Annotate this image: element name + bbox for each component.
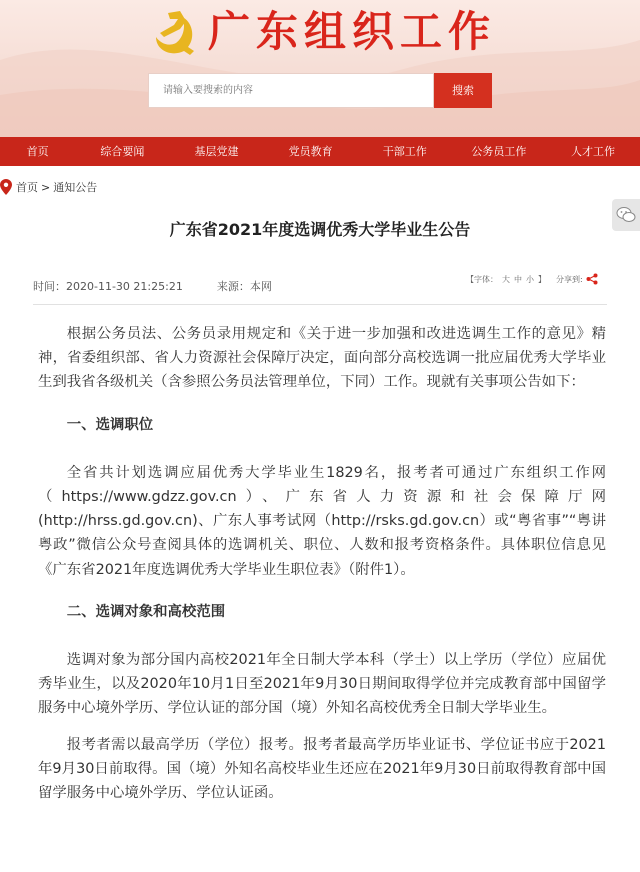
breadcrumb-home[interactable]: 首页 <box>16 181 38 194</box>
main-nav <box>0 137 640 166</box>
font-size-label: 【字体： <box>466 274 498 284</box>
search-button[interactable]: 搜索 <box>434 73 492 108</box>
article-body <box>38 322 606 823</box>
site-logo[interactable] <box>150 6 496 58</box>
nav-item-cadre-work[interactable]: 干部工作 <box>382 145 427 158</box>
nav-item-news[interactable]: 综合要闻 <box>100 145 145 158</box>
paragraph-degree: 报考者需以最高学历（学位）报考。报考者最高学历毕业证书、学位证书应于2021年9月30日前取得。国（境）外知名高校毕业生还应在2021年9月30日前取得教育部中国留学服务中心境外学历、学位认证函。 <box>38 736 606 802</box>
share-control[interactable] <box>556 273 598 285</box>
font-size-selector <box>466 274 546 285</box>
site-title: 广东组织工作 <box>208 7 497 56</box>
font-size-small[interactable]: 小 <box>526 274 534 284</box>
paragraph-positions: 全省共计划选调应届优秀大学毕业生1829名，报考者可通过广东组织工作网（https://www.gdzz.gov.cn）、广东省人力资源和社会保障厅网(http://hrss.gd.gov.cn)、广东人事考试网（http://rsks.gd.gov.cn）或“粤省事”“粤讲粤政”微信公众号查阅具体的选调机关、职位、人数和报考资格条件。具体职位信息见《广东省2021年度选调优秀大学毕业生职位表》（附件1）。 <box>38 464 606 578</box>
font-size-close: 】 <box>538 274 546 284</box>
nav-item-civil-servant[interactable]: 公务员工作 <box>471 145 527 158</box>
section-heading-eligibility: 二、选调对象和高校范围 <box>66 603 226 620</box>
nav-item-party-building[interactable]: 基层党建 <box>194 145 239 158</box>
nav-item-home[interactable]: 首页 <box>26 145 49 158</box>
article-meta <box>33 278 272 294</box>
section-heading-positions: 一、选调职位 <box>66 416 154 433</box>
article-title: 广东省2021年度选调优秀大学毕业生公告 <box>169 220 471 239</box>
font-size-large[interactable]: 大 <box>502 274 510 284</box>
party-emblem-icon <box>150 7 202 57</box>
share-label: 分享到: <box>556 274 583 284</box>
search-input[interactable] <box>148 73 434 108</box>
location-pin-icon <box>0 179 12 195</box>
site-header <box>0 0 640 137</box>
paragraph-intro: 根据公务员法、公务员录用规定和《关于进一步加强和改进选调生工作的意见》精神，省委组织部、省人力资源社会保障厅决定，面向部分高校选调一批应届优秀大学毕业生到我省各级机关（含参照公务员法管理单位，下同）工作。现就有关事项公告如下： <box>38 326 606 391</box>
breadcrumb <box>0 178 97 196</box>
share-icon[interactable] <box>586 273 598 285</box>
paragraph-eligibility: 选调对象为部分国内高校2021年全日制大学本科（学士）以上学历（学位）应届优秀毕业生，以及2020年10月1日至2021年9月30日期间取得学位并完成教育部中国留学服务中心境外学历、学位认证的部分国（境）外知名高校优秀全日制大学毕业生。 <box>38 652 606 717</box>
publish-time: 时间：2020-11-30 21:25:21 <box>33 280 183 293</box>
font-size-medium[interactable]: 中 <box>514 274 522 284</box>
breadcrumb-current[interactable]: 通知公告 <box>53 181 98 194</box>
breadcrumb-separator: > <box>41 180 51 194</box>
nav-item-talent[interactable]: 人才工作 <box>570 145 615 158</box>
divider <box>33 304 607 305</box>
article-tools <box>466 273 598 285</box>
nav-item-member-education[interactable]: 党员教育 <box>288 145 333 158</box>
article-source: 来源：本网 <box>216 280 272 293</box>
